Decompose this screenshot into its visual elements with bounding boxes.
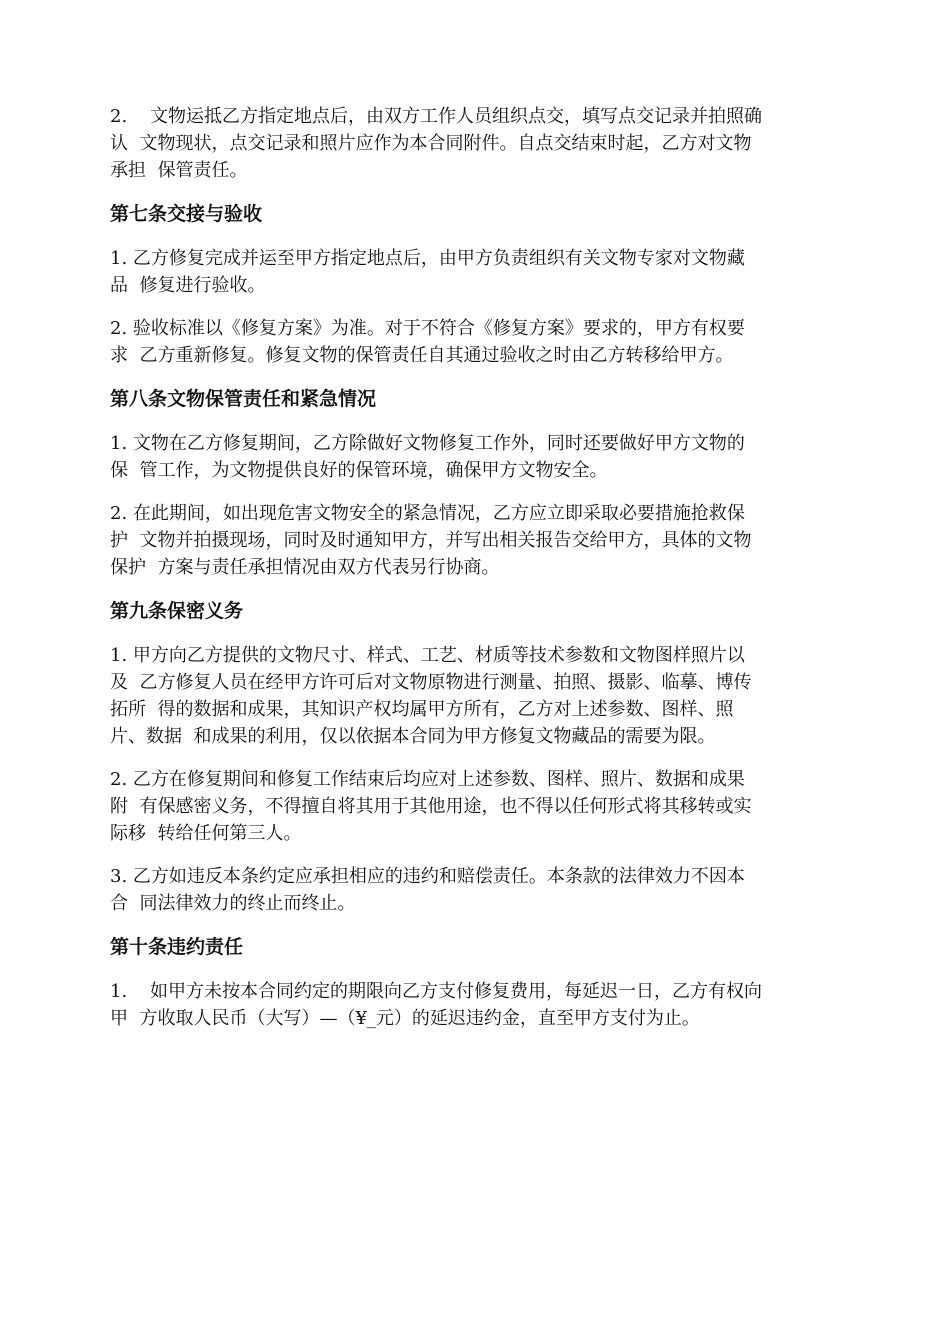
paragraph-line: 2. 文物运抵乙方指定地点后，由双方工作人员组织点交，填写点交记录并拍照确 (110, 106, 763, 127)
paragraph-line: 及 乙方修复人员在经甲方许可后对文物原物进行测量、拍照、摄影、临摹、博传 (110, 672, 752, 693)
paragraph-line: 甲 方收取人民币（大写）—（¥_元）的延迟违约金，直至甲方支付为止。 (110, 1008, 700, 1029)
paragraph-line: 认 文物现状，点交记录和照片应作为本合同附件。自点交结束时起，乙方对文物 (110, 133, 752, 154)
clause-paragraph (110, 315, 845, 369)
paragraph-line: 片、数据 和成果的利用，仅以依据本合同为甲方修复文物藏品的需要为限。 (110, 726, 716, 747)
paragraph-line: 2. 在此期间，如出现危害文物安全的紧急情况，乙方应立即采取必要措施抢救保 (110, 503, 745, 524)
paragraph-line: 保 管工作，为文物提供良好的保管环境，确保甲方文物安全。 (110, 460, 608, 481)
section-heading: 第七条交接与验收 (110, 203, 263, 225)
paragraph-line: 品 修复进行验收。 (110, 275, 266, 296)
paragraph-line: 拓所 得的数据和成果，其知识产权均属甲方所有，乙方对上述参数、图样、照 (110, 699, 734, 720)
clause-paragraph (110, 863, 845, 917)
paragraph-line: 附 有保感密义务，不得擅自将其用于其他用途，也不得以任何形式将其移转或实 (110, 796, 752, 817)
paragraph-line: 护 文物并拍摄现场，同时及时通知甲方，并写出相关报告交给甲方，具体的文物 (110, 530, 752, 551)
paragraph-line: 1. 甲方向乙方提供的文物尺寸、样式、工艺、材质等技术参数和文物图样照片以 (110, 645, 745, 666)
paragraph-line: 合 同法律效力的终止而终止。 (110, 893, 356, 914)
paragraph-line: 3. 乙方如违反本条约定应承担相应的违约和赔偿责任。本条款的法律效力不因本 (110, 866, 745, 887)
section-heading: 第十条违约责任 (110, 936, 244, 958)
paragraph-line: 1. 文物在乙方修复期间，乙方除做好文物修复工作外，同时还要做好甲方文物的 (110, 433, 745, 454)
paragraph-line: 2. 乙方在修复期间和修复工作结束后均应对上述参数、图样、照片、数据和成果 (110, 769, 745, 790)
clause-paragraph (110, 245, 845, 299)
clause-paragraph (110, 500, 845, 581)
clause-paragraph (110, 642, 845, 750)
paragraph-line: 1. 乙方修复完成并运至甲方指定地点后，由甲方负责组织有关文物专家对文物藏 (110, 248, 745, 269)
clause-paragraph (110, 103, 845, 184)
paragraph-line: 2. 验收标准以《修复方案》为准。对于不符合《修复方案》要求的，甲方有权要 (110, 318, 745, 339)
paragraph-line: 1. 如甲方未按本合同约定的期限向乙方支付修复费用，每延迟一日，乙方有权向 (110, 981, 763, 1002)
section-heading: 第九条保密义务 (110, 600, 244, 622)
clause-paragraph (110, 430, 845, 484)
paragraph-line: 承担 保管责任。 (110, 160, 248, 181)
paragraph-line: 保护 方案与责任承担情况由双方代表另行协商。 (110, 557, 500, 578)
paragraph-line: 求 乙方重新修复。修复文物的保管责任自其通过验收之时由乙方转移给甲方。 (110, 345, 734, 366)
section-heading: 第八条文物保管责任和紧急情况 (110, 388, 377, 410)
clause-paragraph (110, 766, 845, 847)
paragraph-line: 际移 转给任何第三人。 (110, 823, 302, 844)
document-page (110, 103, 845, 1048)
clause-paragraph (110, 978, 845, 1032)
